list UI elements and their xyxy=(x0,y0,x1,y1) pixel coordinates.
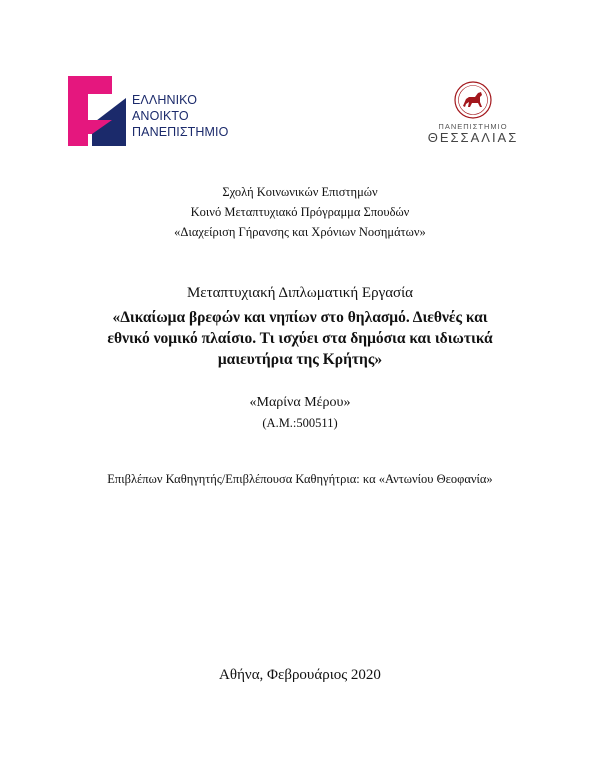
thesis-title-line-2: εθνικό νομικό πλαίσιο. Τι ισχύει στα δημόσια και ιδιωτικά xyxy=(107,330,493,347)
eap-logo-line-1: ΕΛΛΗΝΙΚΟ xyxy=(132,93,198,107)
eap-logo-line-3: ΠΑΝΕΠΙΣΤΗΜΙΟ xyxy=(132,125,229,139)
faculty-name: Σχολή Κοινωνικών Επιστημών xyxy=(222,185,378,199)
thesis-type: Μεταπτυχιακή Διπλωματική Εργασία xyxy=(186,285,414,301)
uth-logo-line-2: ΘΕΣΣΑΛΙΑΣ xyxy=(427,130,519,145)
specialization-name: «Διαχείριση Γήρανσης και Χρόνιων Νοσημάτων» xyxy=(174,225,426,239)
eap-logo-mark-icon xyxy=(68,76,128,146)
author-name: «Μαρίνα Μέρου» xyxy=(249,395,351,410)
thesis-title xyxy=(0,307,600,370)
place-date: Αθήνα, Φεβρουάριος 2020 xyxy=(219,667,381,683)
thesis-title-line-3: μαιευτήρια της Κρήτης» xyxy=(217,351,383,368)
uth-logo-line-1: ΠΑΝΕΠΙΣΤΗΜΙΟ xyxy=(438,122,508,131)
eap-logo xyxy=(68,76,258,146)
supervisor-line: Επιβλέπων Καθηγητής/Επιβλέπουσα Καθηγήτρια: κα «Αντωνίου Θεοφανία» xyxy=(107,472,493,486)
eap-logo-line-2: ΑΝΟΙΚΤΟ xyxy=(132,109,189,123)
uth-logo xyxy=(418,80,528,150)
eap-logo-text xyxy=(132,92,228,140)
school-block xyxy=(0,182,600,242)
author-id: (Α.Μ.:500511) xyxy=(262,416,338,430)
thesis-title-line-1: «Δικαίωμα βρεφών και νηπίων στο θηλασμό. Διεθνές και xyxy=(112,309,488,326)
uth-seal-icon xyxy=(453,80,493,120)
program-name: Κοινό Μεταπτυχιακό Πρόγραμμα Σπουδών xyxy=(190,205,410,219)
